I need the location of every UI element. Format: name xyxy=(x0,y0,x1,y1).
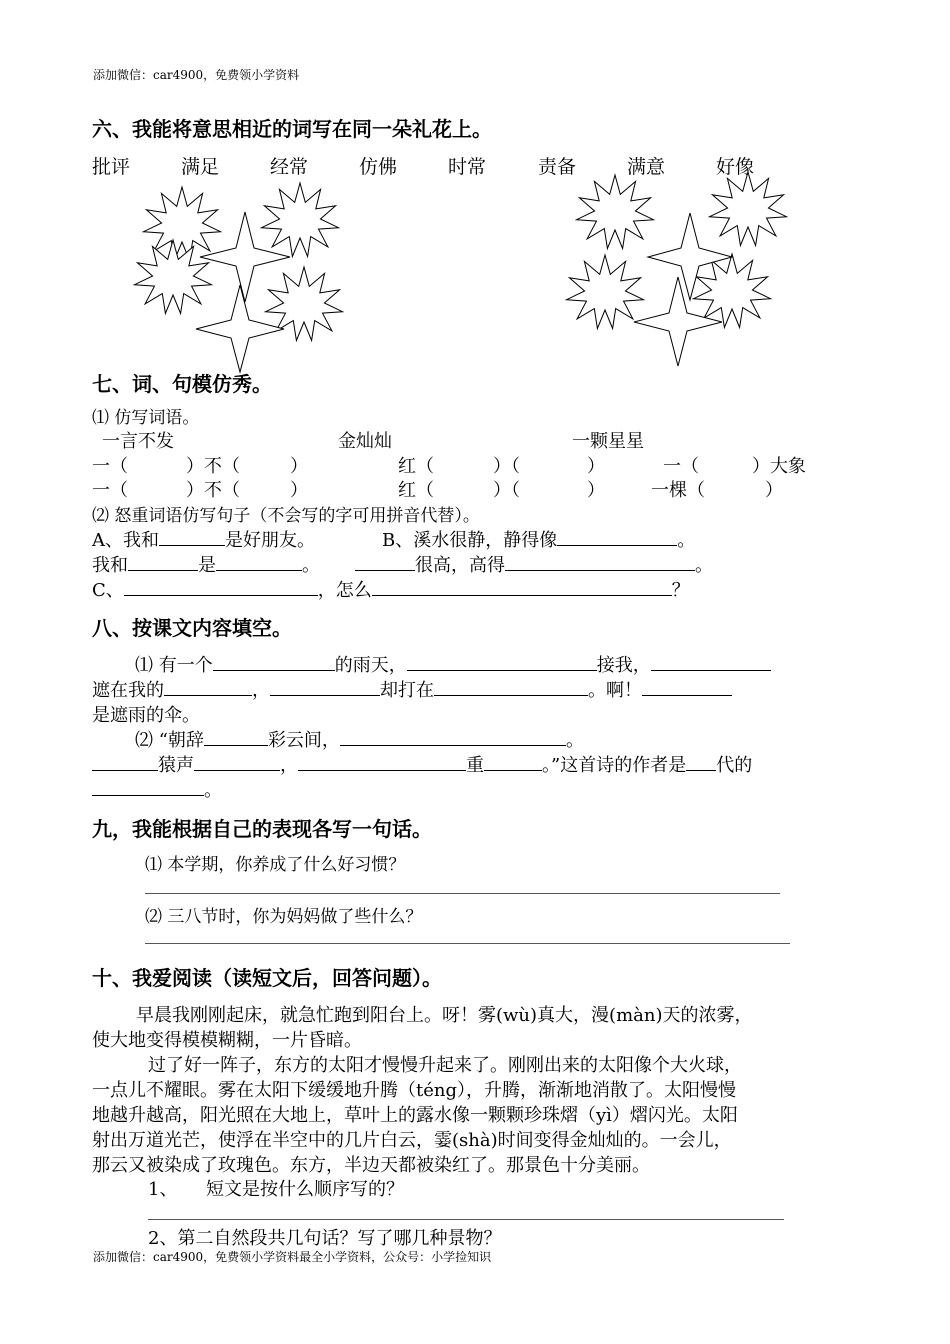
firework-burst[interactable] xyxy=(694,254,771,328)
passage-line: 射出万道光芒，使浮在半空中的几片白云，霎(shà)时间变得金灿灿的。一会儿， xyxy=(92,1130,732,1151)
text: 。 xyxy=(204,780,222,801)
reading-q1: 短文是按什么顺序写的？ xyxy=(206,1179,404,1200)
blank[interactable] xyxy=(164,677,252,696)
text: 代的 xyxy=(716,755,753,776)
blank[interactable] xyxy=(686,752,716,771)
answer-line[interactable] xyxy=(145,943,790,944)
text: 接我， xyxy=(596,655,651,676)
reading-q2: 2、第二自然段共几句话？写了哪几种景物？ xyxy=(148,1228,502,1249)
blank[interactable] xyxy=(124,577,318,596)
passage-line: 早晨我刚刚起床，就急忙跑到阳台上。呀！雾(wù)真大，漫(màn)天的浓雾， xyxy=(136,1005,753,1026)
firework-shapes xyxy=(0,0,950,380)
sentence-b-prefix: B、溪水很静，静得像 xyxy=(382,530,558,551)
fill-yi: 一（ xyxy=(663,456,699,477)
firework-star[interactable] xyxy=(196,285,284,372)
word-1: 批评 xyxy=(92,156,131,178)
text: 。”这首诗的作者是 xyxy=(542,755,687,776)
poem-line-3 xyxy=(92,776,222,802)
fill-close: ） xyxy=(290,456,308,477)
passage-line: 一点儿不耀眼。雾在太阳下缓缓地升腾（téng），升腾，渐渐地消散了。太阳慢慢 xyxy=(92,1080,736,1101)
reading-q1-number: 1、 xyxy=(148,1179,178,1200)
text: 遮在我的 xyxy=(92,680,164,701)
fill-line-2 xyxy=(92,676,732,702)
text: ， xyxy=(280,755,298,776)
fill-yi: 一（ xyxy=(92,480,128,501)
question-1: ⑴ 本学期，你养成了什么好习惯？ xyxy=(145,855,406,875)
text: 重 xyxy=(466,755,484,776)
section-10-title: 十、我爱阅读（读短文后，回答问题）。 xyxy=(92,966,442,990)
section-8-title: 八、按课文内容填空。 xyxy=(92,616,292,640)
blank[interactable] xyxy=(128,552,198,571)
fill-yike: 一棵（ xyxy=(651,480,705,501)
sentence-b xyxy=(382,526,695,552)
sentence-a xyxy=(92,526,315,552)
blank[interactable] xyxy=(642,677,732,696)
word-2: 满足 xyxy=(181,156,220,178)
blank[interactable] xyxy=(270,677,380,696)
section-7-title: 七、词、句模仿秀。 xyxy=(92,372,272,396)
fill-close: ） xyxy=(290,480,308,501)
blank[interactable] xyxy=(92,752,158,771)
blank[interactable] xyxy=(505,552,695,571)
text: ， xyxy=(252,680,270,701)
example-word-1: 一言不发 xyxy=(102,431,174,452)
blank[interactable] xyxy=(216,552,302,571)
blank[interactable] xyxy=(355,552,415,571)
word-5: 时常 xyxy=(448,156,487,178)
word-8: 好像 xyxy=(716,156,755,178)
blank[interactable] xyxy=(557,527,677,546)
fill-close: ） xyxy=(765,480,783,501)
word-3: 经常 xyxy=(270,156,309,178)
word-4: 仿佛 xyxy=(359,156,398,178)
example-word-2: 金灿灿 xyxy=(338,431,392,452)
text: ⑴ 有一个 xyxy=(135,655,213,676)
blank[interactable] xyxy=(407,652,597,671)
text: 猿声 xyxy=(158,755,194,776)
fill-mid: ）（ xyxy=(493,456,520,477)
passage-line: 地越升越高，阳光照在大地上，草叶上的露水像一颗颗珍珠熠（yì）熠闪光。太阳 xyxy=(92,1105,738,1126)
text: 却打在 xyxy=(380,680,434,701)
sentence-a-line2 xyxy=(92,551,320,577)
hengao-text: 很高，高得 xyxy=(415,555,505,576)
blank[interactable] xyxy=(194,752,280,771)
sentence-c-prefix: C、 xyxy=(92,580,124,601)
fill-line-1 xyxy=(135,651,771,677)
firework-burst[interactable] xyxy=(135,240,212,314)
firework-burst[interactable] xyxy=(567,255,644,329)
fill-bu: ）不（ xyxy=(186,480,240,501)
fill-close: ） xyxy=(587,480,605,501)
text: 的雨天， xyxy=(334,655,407,676)
fill-bu: ）不（ xyxy=(186,456,240,477)
me-prefix: 我和 xyxy=(92,555,128,576)
firework-star[interactable] xyxy=(634,277,722,366)
question-2: ⑵ 三八节时，你为妈妈做了些什么？ xyxy=(145,907,423,927)
period: 。 xyxy=(302,555,320,576)
word-7: 满意 xyxy=(627,156,666,178)
blank[interactable] xyxy=(372,577,672,596)
question-mark: ？ xyxy=(671,580,690,601)
section-9-title: 九，我能根据自己的表现各写一句话。 xyxy=(92,817,432,841)
firework-burst[interactable] xyxy=(262,183,339,257)
blank[interactable] xyxy=(434,677,588,696)
firework-burst[interactable] xyxy=(577,175,654,249)
poem-line-2 xyxy=(92,751,752,777)
text: 彩云间， xyxy=(267,730,340,751)
shi-text: 是 xyxy=(198,555,216,576)
fill-hong: 红（ xyxy=(398,456,434,477)
blank[interactable] xyxy=(298,752,466,771)
passage-line: 那云又被染成了玫瑰色。东方，半边天都被染红了。那景色十分美丽。 xyxy=(92,1155,650,1176)
sentence-a-suffix: 是好朋友。 xyxy=(225,530,315,551)
sentence-a-prefix: A、我和 xyxy=(92,530,159,551)
text: ⑵ “朝辞 xyxy=(135,730,204,751)
part-1-label: ⑴ 仿写词语。 xyxy=(92,408,200,428)
fill-line-3: 是遮雨的伞。 xyxy=(92,705,200,726)
blank[interactable] xyxy=(484,752,542,771)
answer-line[interactable] xyxy=(145,893,780,894)
period: 。 xyxy=(677,530,696,551)
fill-mid: ）（ xyxy=(493,480,520,501)
page-header-note: 添加微信：car4900，免费领小学资料 xyxy=(93,68,300,82)
section-6-title: 六、我能将意思相近的词写在同一朵礼花上。 xyxy=(92,117,492,141)
passage-line: 过了好一阵子，东方的太阳才慢慢升起来了。刚刚出来的太阳像个大火球， xyxy=(148,1055,742,1076)
example-word-3: 一颗星星 xyxy=(572,431,644,452)
blank[interactable] xyxy=(651,652,771,671)
sentence-c xyxy=(92,576,690,602)
firework-burst[interactable] xyxy=(710,172,787,246)
text: 。 xyxy=(565,730,584,751)
fill-yi: 一（ xyxy=(92,456,128,477)
word-6: 责备 xyxy=(538,156,577,178)
text: 。啊！ xyxy=(588,680,642,701)
blank[interactable] xyxy=(204,727,268,746)
part-2-label: ⑵ 怒重词语仿写句子（不会写的字可用拼音代替）。 xyxy=(92,506,480,526)
poem-line-1 xyxy=(135,726,584,752)
fill-close: ） xyxy=(587,456,605,477)
page-footer-note: 添加微信：car4900，免费领小学资料最全小学资料，公众号：小学捡知识 xyxy=(93,1250,492,1264)
passage-line: 使大地变得模模糊糊，一片昏暗。 xyxy=(92,1030,362,1051)
answer-line[interactable] xyxy=(148,1219,784,1220)
blank[interactable] xyxy=(92,777,204,796)
blank[interactable] xyxy=(159,527,225,546)
period: 。 xyxy=(695,555,713,576)
sentence-b-line2 xyxy=(355,551,713,577)
fill-hong: 红（ xyxy=(398,480,434,501)
fill-daxiang: ）大象 xyxy=(752,456,806,477)
blank[interactable] xyxy=(213,652,335,671)
blank[interactable] xyxy=(340,727,566,746)
zenme-text: ，怎么 xyxy=(317,580,372,601)
